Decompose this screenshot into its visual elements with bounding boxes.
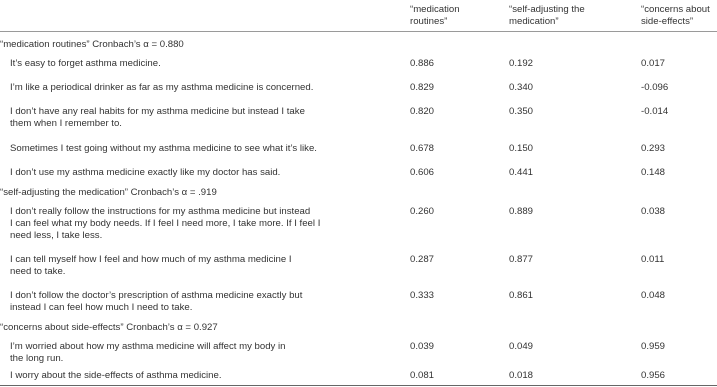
table-row-item: I’m like a periodical drinker as far as my asthma medicine is concerned. [10,82,314,93]
table-cell-value: 0.049 [509,341,534,352]
table-row-item: It’s easy to forget asthma medicine. [10,58,161,69]
column-header-concerns-side-effects: “concerns about side-effects” [641,4,710,27]
table-cell-value: -0.014 [641,106,669,117]
table-cell-value: 0.081 [410,370,435,381]
column-header-medication-routines: “medication routines” [410,4,460,27]
table-cell-value: 0.038 [641,206,666,217]
header-rule [0,31,717,32]
table-row-item: I don’t really follow the instructions for my asthma medicine but instead I can feel what my body needs. If I feel I need more, I take more. If I feel I need less, I take less. [10,206,321,241]
table-cell-value: 0.678 [410,143,435,154]
column-header-self-adjusting: “self-adjusting the medication” [509,4,585,27]
table-cell-value: 0.260 [410,206,435,217]
bottom-rule [0,385,717,386]
section-title-medication-routines: “medication routines” Cronbach’s α = 0.880 [0,39,184,50]
table-cell-value: 0.886 [410,58,435,69]
table-cell-value: 0.877 [509,254,534,265]
table-cell-value: 0.018 [509,370,534,381]
table-cell-value: 0.017 [641,58,666,69]
table-cell-value: 0.956 [641,370,666,381]
table-row-item: I don’t use my asthma medicine exactly like my doctor has said. [10,167,281,178]
table-cell-value: 0.606 [410,167,435,178]
table-cell-value: 0.861 [509,290,534,301]
table-row-item: I worry about the side-effects of asthma medicine. [10,370,222,381]
table-cell-value: 0.829 [410,82,435,93]
table-row-item: I’m worried about how my asthma medicine will affect my body in the long run. [10,341,286,364]
table-row-item: I don’t follow the doctor’s prescription of asthma medicine exactly but instead I can feel how much I need to take. [10,290,303,313]
table-cell-value: 0.150 [509,143,534,154]
table-cell-value: 0.192 [509,58,534,69]
table-cell-value: 0.441 [509,167,534,178]
table-cell-value: 0.287 [410,254,435,265]
table-row-item: I can tell myself how I feel and how much of my asthma medicine I need to take. [10,254,292,277]
table-cell-value: -0.096 [641,82,669,93]
table-cell-value: 0.293 [641,143,666,154]
table-cell-value: 0.889 [509,206,534,217]
table-cell-value: 0.148 [641,167,666,178]
table-row-item: I don’t have any real habits for my asthma medicine but instead I take them when I remember to. [10,106,305,129]
table-cell-value: 0.350 [509,106,534,117]
table-cell-value: 0.959 [641,341,666,352]
table-cell-value: 0.048 [641,290,666,301]
table-cell-value: 0.333 [410,290,435,301]
table-cell-value: 0.820 [410,106,435,117]
table-cell-value: 0.011 [641,254,665,265]
table-cell-value: 0.039 [410,341,435,352]
table-row-item: Sometimes I test going without my asthma medicine to see what it’s like. [10,143,317,154]
section-title-concerns-side-effects: “concerns about side-effects” Cronbach’s α = 0.927 [0,322,218,333]
table-cell-value: 0.340 [509,82,534,93]
section-title-self-adjusting: “self-adjusting the medication” Cronbach’s α = .919 [0,187,217,198]
